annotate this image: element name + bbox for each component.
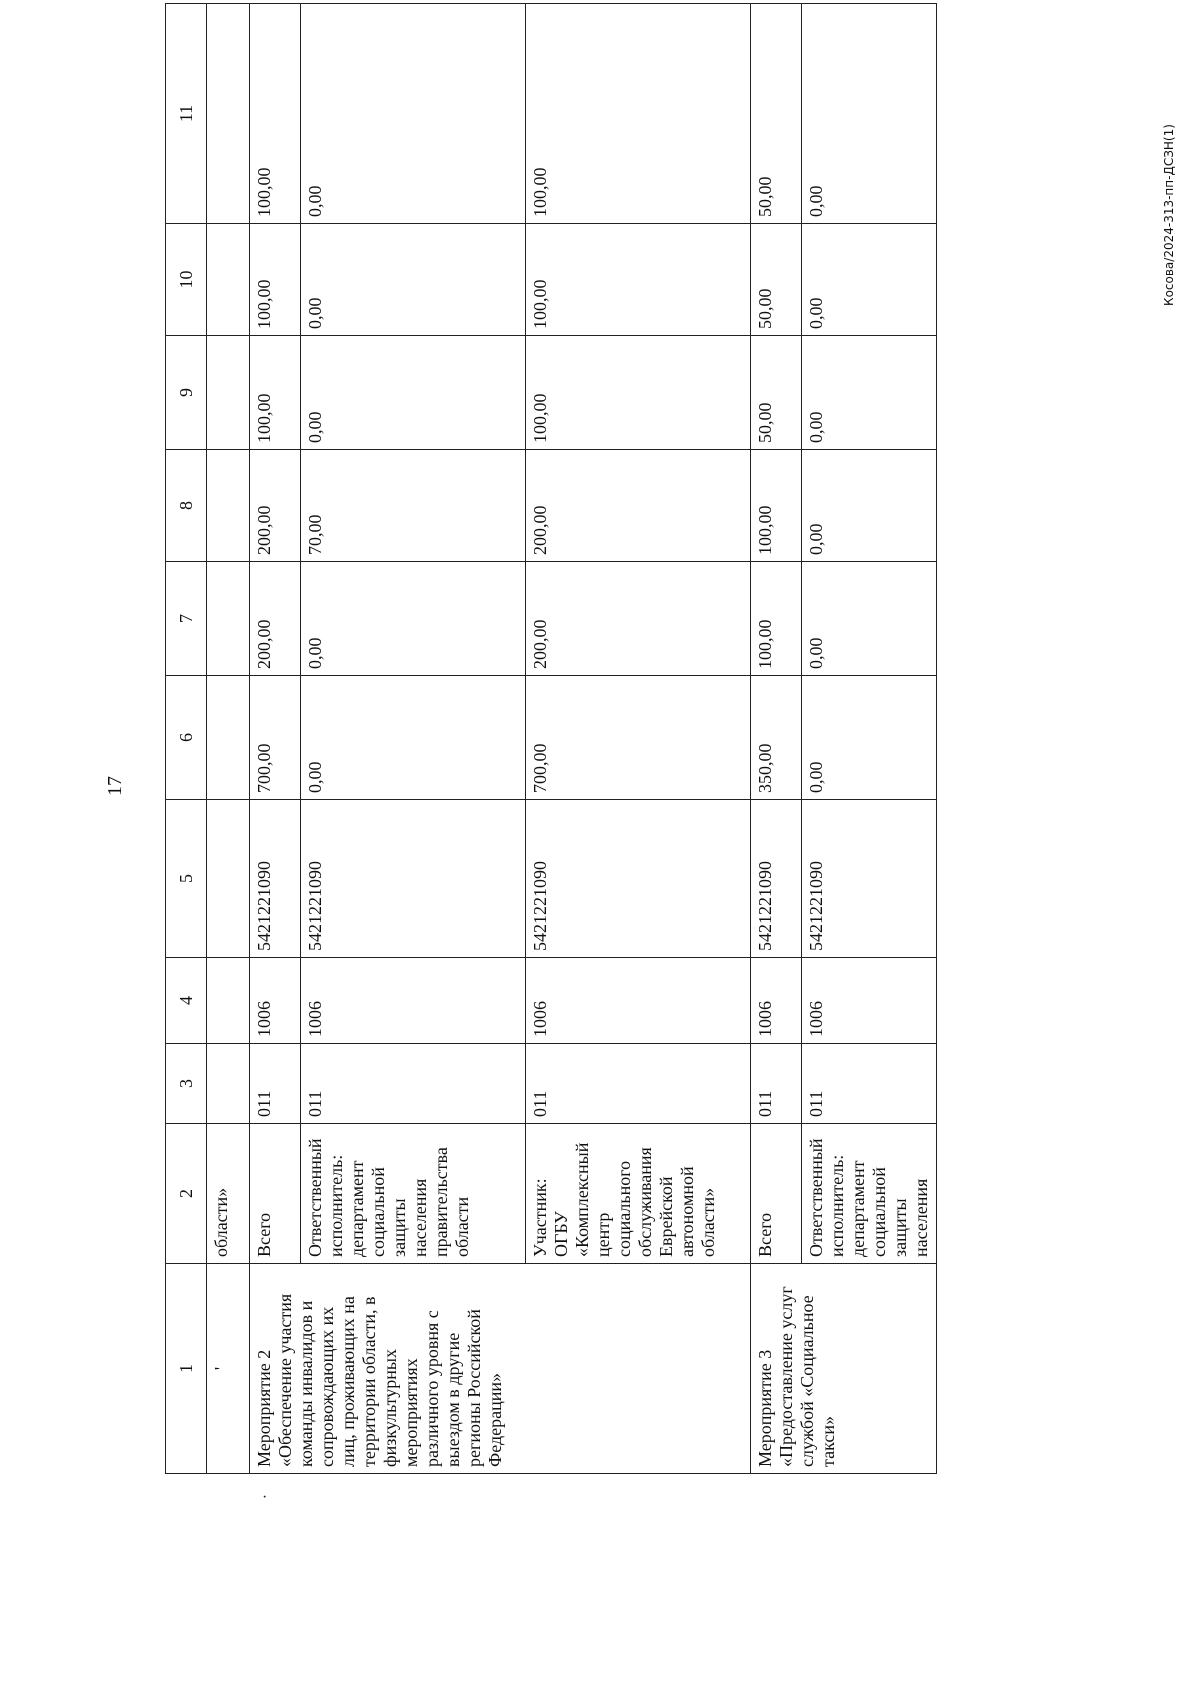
value-cell: 0,00	[802, 336, 937, 450]
column-header: 10	[166, 224, 207, 336]
value-cell: 0,00	[301, 224, 526, 336]
value-cell: 011	[802, 1044, 937, 1124]
value-cell: 011	[751, 1044, 802, 1124]
value-cell: 5421221090	[526, 800, 751, 958]
value-cell: 1006	[250, 958, 301, 1044]
value-cell: 5421221090	[802, 800, 937, 958]
value-cell: 200,00	[250, 562, 301, 676]
table-row-continued	[207, 4, 250, 1474]
tick-mark: '	[211, 1366, 231, 1371]
column-header: 4	[166, 958, 207, 1044]
responsible-cell: Всего	[250, 1124, 301, 1264]
value-cell: 700,00	[526, 676, 751, 800]
table-row	[802, 4, 937, 1474]
table-header-row	[166, 4, 207, 1474]
column-header: 7	[166, 562, 207, 676]
value-cell: 0,00	[301, 336, 526, 450]
budget-table	[165, 3, 937, 1474]
value-cell: 50,00	[751, 224, 802, 336]
value-cell: 100,00	[250, 4, 301, 224]
value-cell: 100,00	[250, 336, 301, 450]
value-cell: 011	[301, 1044, 526, 1124]
table-row	[526, 4, 751, 1474]
value-cell: 50,00	[751, 4, 802, 224]
value-cell: 100,00	[751, 450, 802, 562]
table-row	[301, 4, 526, 1474]
responsible-cell: Ответственный исполнитель: департамент социальной защиты населения	[802, 1124, 937, 1264]
page-number: 17	[104, 776, 126, 796]
measure-3-title: Мероприятие 3 «Предоставление услуг службой «Социальное такси»	[751, 1264, 937, 1474]
budget-table-rotated	[165, 4, 965, 1474]
column-header: 8	[166, 450, 207, 562]
responsible-cell: Ответственный исполнитель: департамент социальной защиты населения правительства области	[301, 1124, 526, 1264]
column-header: 6	[166, 676, 207, 800]
value-cell: 5421221090	[301, 800, 526, 958]
value-cell: 100,00	[250, 224, 301, 336]
stray-dot: ·	[262, 1489, 268, 1506]
value-cell: 70,00	[301, 450, 526, 562]
value-cell: 0,00	[802, 562, 937, 676]
table-row	[250, 4, 301, 1474]
value-cell: 0,00	[301, 676, 526, 800]
value-cell: 1006	[301, 958, 526, 1044]
document-code: Косова/2024-313-пп-ДСЗН(1)	[1162, 124, 1176, 306]
column-header: 9	[166, 336, 207, 450]
value-cell: 1006	[751, 958, 802, 1044]
measure-2-title: Мероприятие 2 «Обеспечение участия команды инвалидов и сопровождающих их лиц, проживающих на территории области, в физкультурных мероприятиях различного уровня с выездом в другие регионы Российской Федерации»	[250, 1264, 751, 1474]
value-cell: 100,00	[526, 224, 751, 336]
continued-measure-cell	[207, 1264, 250, 1474]
column-header: 2	[166, 1124, 207, 1264]
value-cell: 350,00	[751, 676, 802, 800]
column-header: 5	[166, 800, 207, 958]
value-cell: 1006	[802, 958, 937, 1044]
value-cell: 1006	[526, 958, 751, 1044]
column-header: 1	[166, 1264, 207, 1474]
value-cell: 0,00	[802, 4, 937, 224]
value-cell: 50,00	[751, 336, 802, 450]
value-cell: 100,00	[751, 562, 802, 676]
table-row	[751, 4, 802, 1474]
responsible-cell: Всего	[751, 1124, 802, 1264]
continued-responsible-cell: области»	[207, 1124, 250, 1264]
value-cell: 700,00	[250, 676, 301, 800]
value-cell: 0,00	[802, 450, 937, 562]
value-cell: 0,00	[301, 4, 526, 224]
value-cell: 5421221090	[250, 800, 301, 958]
value-cell: 100,00	[526, 336, 751, 450]
value-cell: 011	[526, 1044, 751, 1124]
value-cell: 0,00	[802, 676, 937, 800]
value-cell: 200,00	[526, 562, 751, 676]
value-cell: 200,00	[526, 450, 751, 562]
responsible-cell: Участник: ОГБУ «Комплексный центр социального обслуживания Еврейской автономной области»	[526, 1124, 751, 1264]
value-cell: 100,00	[526, 4, 751, 224]
value-cell: 200,00	[250, 450, 301, 562]
value-cell: 0,00	[802, 224, 937, 336]
value-cell: 011	[250, 1044, 301, 1124]
value-cell: 0,00	[301, 562, 526, 676]
value-cell: 5421221090	[751, 800, 802, 958]
column-header: 11	[166, 4, 207, 224]
column-header: 3	[166, 1044, 207, 1124]
